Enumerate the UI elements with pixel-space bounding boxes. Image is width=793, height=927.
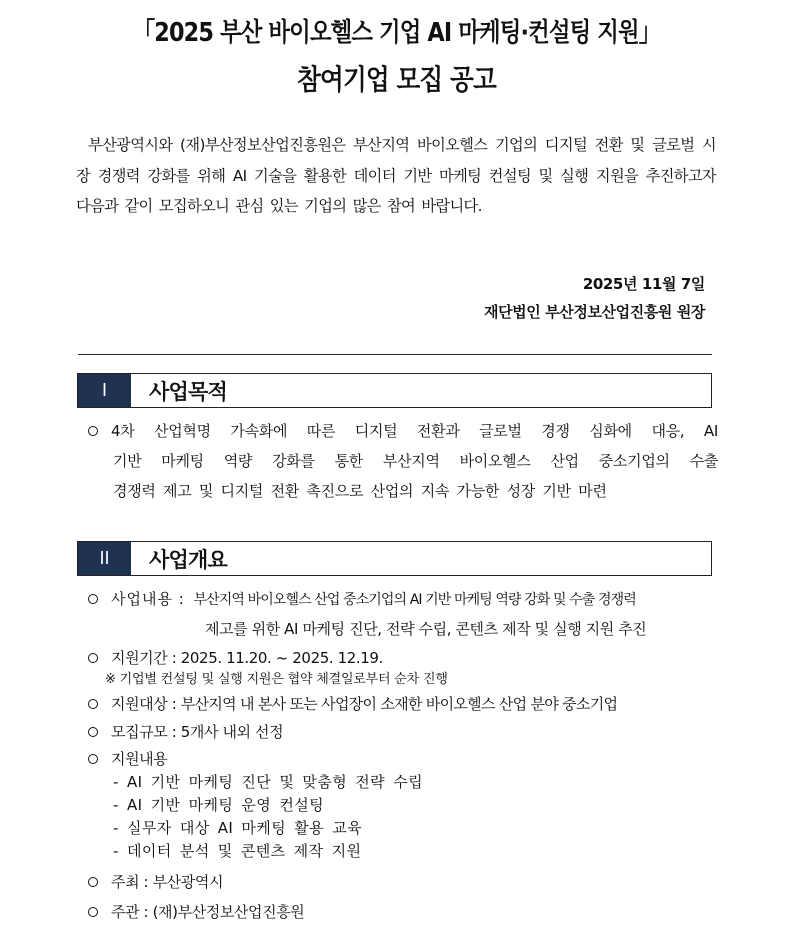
section-header-overview: [77, 541, 712, 576]
item-label: 지원기간 :: [111, 649, 177, 667]
document-title-line1: 「2025 부산 바이오헬스 기업 AI 마케팅·컨설팅 지원」: [132, 18, 661, 48]
support-item: - AI 기반 마케팅 진단 및 맞춤형 전략 수립: [113, 773, 423, 791]
item-label: 주관 :: [111, 903, 149, 921]
item-label: 주최 :: [111, 873, 149, 891]
circle-bullet-icon: [88, 426, 98, 436]
issuing-organization: 재단법인 부산정보산업진흥원 원장: [484, 303, 705, 321]
section-header-purpose: [77, 373, 712, 408]
section-number: II: [78, 542, 131, 575]
item-label: 지원내용: [111, 750, 168, 768]
overview-scale: 모집규모 : 5개사 내외 선정: [88, 718, 728, 746]
overview-target: 지원대상 : 부산지역 내 본사 또는 사업장이 소재한 바이오헬스 산업 분야 중소기업: [88, 690, 728, 718]
purpose-bullet: 4차 산업혁명 가속화에 따른 디지털 전환과 글로벌 경쟁 심화에 대응, AI 기반 마케팅 역량 강화를 통한 부산지역 바이오헬스 산업 중소기업의 수출 경쟁력 제고 및 디지털 전환 촉진으로 산업의 지속 가능한 성장 기반 마련: [88, 416, 718, 506]
section-number: I: [78, 374, 131, 407]
section-title: 사업개요: [149, 547, 227, 572]
item-label: 사업내용 :: [111, 590, 185, 608]
circle-bullet-icon: [88, 699, 98, 709]
header-divider: [78, 354, 712, 355]
section-title: 사업목적: [149, 379, 227, 404]
circle-bullet-icon: [88, 594, 98, 604]
overview-support-content: [88, 748, 728, 863]
circle-bullet-icon: [88, 907, 98, 917]
overview-host: 주최 : 부산광역시: [88, 868, 728, 896]
intro-paragraph: [76, 130, 716, 222]
overview-period: 지원기간 : 2025. 11.20. ~ 2025. 12.19. ※ 기업별 컨설팅 및 실행 지원은 협약 체결일로부터 순차 진행: [88, 645, 728, 689]
item-label: 지원대상 :: [111, 695, 177, 713]
support-item: - 실무자 대상 AI 마케팅 활용 교육: [113, 819, 362, 837]
circle-bullet-icon: [88, 754, 98, 764]
period-note: ※ 기업별 컨설팅 및 실행 지원은 협약 체결일로부터 순차 진행: [105, 672, 448, 687]
overview-business-content: 사업내용 : 부산지역 바이오헬스 산업 중소기업의 AI 기반 마케팅 역량 강화 및 수출 경쟁력 제고를 위한 AI 마케팅 진단, 전략 수립, 콘텐츠 제작 및 실행 지원 추진: [88, 585, 728, 644]
circle-bullet-icon: [88, 877, 98, 887]
item-label: 모집규모 :: [111, 723, 177, 741]
support-item: - 데이터 분석 및 콘텐츠 제작 지원: [113, 842, 362, 860]
circle-bullet-icon: [88, 727, 98, 737]
document-title-line2: 참여기업 모집 공고: [297, 63, 496, 96]
announcement-date: 2025년 11월 7일: [582, 275, 705, 293]
overview-organizer: 주관 : (재)부산정보산업진흥원: [88, 898, 728, 926]
support-item: - AI 기반 마케팅 운영 컨설팅: [113, 796, 325, 814]
circle-bullet-icon: [88, 653, 98, 663]
intro-text: 부산광역시와 (재)부산정보산업진흥원은 부산지역 바이오헬스 기업의 디지털 전환 및 글로벌 시장 경쟁력 강화를 위해 AI 기술을 활용한 데이터 기반 마케팅 컨설팅 및 실행 지원을 추진하고자 다음과 같이 모집하오니 관심 있는 기업의 많은 참여 바랍니다.: [76, 136, 716, 215]
